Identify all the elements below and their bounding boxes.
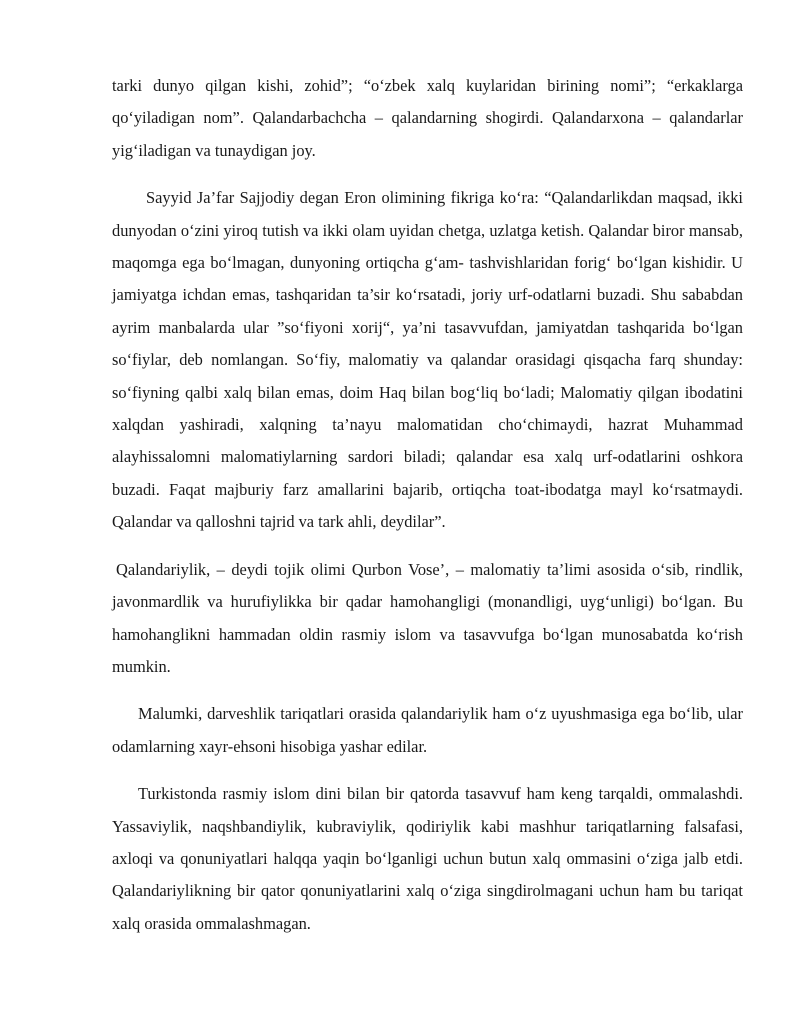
paragraph-1: tarki dunyo qilgan kishi, zohid”; “o‘zbek xalq kuylaridan birining nomi”; “erkaklarga qo‘yiladigan nom”. Qalandarbachcha – qalandarning shogirdi. Qalandarxona – qalandarlar yig‘iladigan va tunaydigan joy.	[112, 76, 743, 160]
document-body	[112, 70, 743, 940]
paragraph-5: Turkistonda rasmiy islom dini bilan bir qatorda tasavvuf ham keng tarqaldi, ommalashdi. Yassaviylik, naqshbandiylik, kubraviylik, qodiriylik kabi mashhur tariqatlarning falsafasi, axloqi va qonuniyatlari halqqa yaqin bo‘lganligi uchun butun xalq ommasini o‘ziga jalb etdi. Qalandariylikning bir qator qonuniyatlarini xalq o‘ziga singdirolmagani uchun ham bu tariqat xalq orasida ommalashmagan.	[112, 784, 743, 933]
paragraph-4: Malumki, darveshlik tariqatlari orasida qalandariylik ham o‘z uyushmasiga ega bo‘lib, ular odamlarning xayr-ehsoni hisobiga yashar edilar.	[112, 704, 743, 756]
paragraph-3: Qalandariylik, – deydi tojik olimi Qurbon Vose’, – malomatiy ta’limi asosida o‘sib, rindlik, javonmardlik va hurufiylikka bir qadar hamohangligi (monandligi, uyg‘unligi) bo‘lgan. Bu hamohanglikni hammadan oldin rasmiy islom va tasavvufga bo‘lgan munosabatda ko‘rish mumkin.	[112, 559, 743, 676]
paragraph-2: Sayyid Ja’far Sajjodiy degan Eron olimining fikriga ko‘ra: “Qalandarlikdan maqsad, ikki dunyodan o‘zini yiroq tutish va ikki olam uyidan chetga, uzlatga ketish. Qalandar biror mansab, maqomga ega bo‘lmagan, dunyoning ortiqcha g‘am- tashvishlaridan forig‘ bo‘lgan kishidir. U jamiyatga ichdan emas, tashqaridan ta’sir ko‘rsatadi, joriy urf-odatlarni buzadi. Shu sababdan ayrim manbalarda ular ”so‘fiyoni xorij“, ya’ni tasavvufdan, jamiyatdan tashqarida bo‘lgan so‘fiylar, deb nomlangan. So‘fiy, malomatiy va qalandar orasidagi qisqacha farq shunday: so‘fiyning qalbi xalq bilan emas, doim Haq bilan bog‘liq bo‘ladi; Malomatiy qilgan ibodatini xalqdan yashiradi, xalqning ta’nayu malomatidan cho‘chimaydi, hazrat Muhammad alayhissalomni malomatiylarning sardori biladi; qalandar esa xalq urf-odatlarini oshkora buzadi. Faqat majburiy farz amallarini bajarib, ortiqcha toat-ibodatga mayl ko‘rsatmaydi. Qalandar va qalloshni tajrid va tark ahli, deydilar”.	[112, 188, 743, 532]
